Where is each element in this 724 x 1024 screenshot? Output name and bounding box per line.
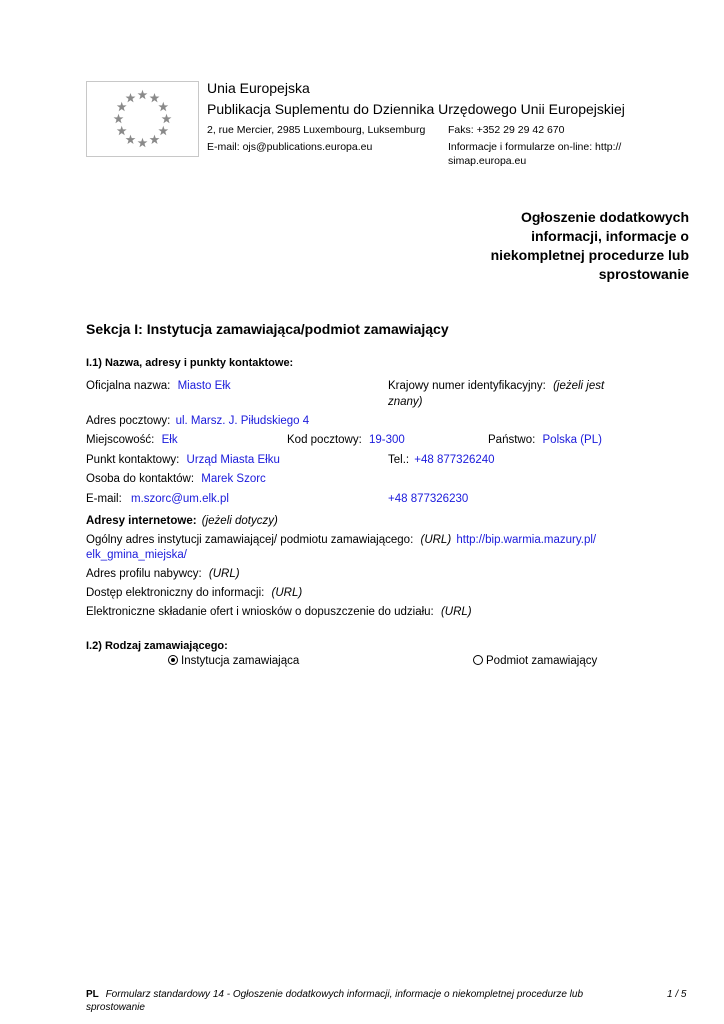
title-line-3: niekompletnej procedurze lub	[490, 247, 689, 263]
postal-label: Adres pocztowy:	[86, 415, 171, 427]
contact-person-row	[86, 473, 266, 485]
fax-value: +48 877326230	[388, 493, 469, 505]
general-address-label: Ogólny adres instytucji zamawiającej/ podmiotu zamawiającego:	[86, 534, 414, 546]
buyer-profile-url-label: (URL)	[208, 568, 240, 580]
eu-star-icon	[117, 126, 127, 135]
contact-person-label: Osoba do kontaktów:	[86, 473, 195, 485]
access-label: Dostęp elektroniczny do informacji:	[86, 587, 265, 599]
eu-star-icon	[138, 90, 148, 99]
postcode-value: 19-300	[369, 434, 405, 446]
city-label: Miejscowość:	[86, 434, 155, 446]
country-value: Polska (PL)	[542, 434, 602, 446]
general-address-link-2[interactable]: elk_gmina_miejska/	[86, 549, 187, 561]
footer-page-number: 1 / 5	[667, 989, 687, 1000]
email-row	[86, 493, 229, 505]
radio-contracting-authority-label: Instytucja zamawiająca	[181, 655, 300, 667]
header-fax: Faks: +352 29 29 42 670	[448, 124, 565, 136]
buyer-profile-label: Adres profilu nabywcy:	[86, 568, 202, 580]
footer-lang: PL	[86, 989, 99, 1000]
esubmission-row	[86, 606, 472, 618]
eu-stars-icon	[87, 82, 198, 156]
general-address-row	[86, 534, 596, 546]
access-url-label: (URL)	[271, 587, 303, 599]
eu-star-icon	[162, 114, 172, 123]
header-publication: Publikacja Suplementu do Dziennika Urzędowego Unii Europejskiej	[207, 101, 625, 117]
eu-star-icon	[126, 93, 136, 102]
internet-label: Adresy internetowe:	[86, 515, 197, 527]
eu-star-icon	[114, 114, 124, 123]
contact-person-value: Marek Szorc	[201, 473, 266, 485]
title-line-1: Ogłoszenie dodatkowych	[520, 209, 689, 225]
internet-note: (jeżeli dotyczy)	[201, 515, 278, 527]
header-online-1: Informacje i formularze on-line: http://	[448, 141, 622, 153]
radio-contracting-authority[interactable]	[168, 655, 299, 667]
official-name-label: Oficjalna nazwa:	[86, 380, 171, 392]
tel-row	[388, 454, 495, 466]
eu-star-icon	[138, 138, 148, 147]
eu-star-icon	[117, 102, 127, 111]
national-id-row	[388, 380, 604, 392]
country-row	[488, 434, 602, 446]
internet-row	[86, 515, 278, 527]
title-line-4: sprostowanie	[598, 266, 689, 282]
contact-point-row	[86, 454, 280, 466]
city-row	[86, 434, 178, 446]
header-address: 2, rue Mercier, 2985 Luxembourg, Luksemburg	[207, 124, 426, 136]
tel-value: +48 877326240	[414, 454, 495, 466]
eu-star-icon	[158, 126, 168, 135]
contact-point-value: Urząd Miasta Ełku	[186, 454, 280, 466]
tel-label: Tel.:	[388, 454, 410, 466]
header-eu: Unia Europejska	[207, 80, 310, 96]
access-row	[86, 587, 302, 599]
official-name-value: Miasto Ełk	[177, 380, 231, 392]
esubmission-label: Elektroniczne składanie ofert i wniosków o dopuszczenie do udziału:	[86, 606, 434, 618]
general-address-url-label: (URL)	[420, 534, 452, 546]
radio-contracting-entity-label: Podmiot zamawiający	[486, 655, 598, 667]
email-label: E-mail:	[86, 493, 122, 505]
postcode-row	[287, 434, 405, 446]
radio-unchecked-icon[interactable]	[473, 655, 483, 665]
esubmission-url-label: (URL)	[440, 606, 472, 618]
eu-star-icon	[150, 135, 160, 144]
postal-value: ul. Marsz. J. Piłudskiego 4	[175, 415, 310, 427]
national-id-note-2: znany)	[388, 396, 423, 408]
national-id-label: Krajowy numer identyfikacyjny:	[388, 380, 546, 392]
footer-form-1: Formularz standardowy 14 - Ogłoszenie dodatkowych informacji, informacje o niekompletnej procedurze lub	[105, 989, 584, 1000]
contact-point-label: Punkt kontaktowy:	[86, 454, 180, 466]
country-label: Państwo:	[488, 434, 536, 446]
postcode-label: Kod pocztowy:	[287, 434, 362, 446]
subsection-i1-title: I.1) Nazwa, adresy i punkty kontaktowe:	[86, 357, 294, 369]
footer-line-1	[86, 989, 583, 1000]
general-address-link[interactable]: http://bip.warmia.mazury.pl/	[456, 534, 597, 546]
eu-star-icon	[150, 93, 160, 102]
buyer-profile-row	[86, 568, 240, 580]
national-id-note-1: (jeżeli jest	[553, 380, 605, 392]
subsection-i2-title: I.2) Rodzaj zamawiającego:	[86, 640, 228, 652]
postal-row	[86, 415, 309, 427]
eu-star-icon	[158, 102, 168, 111]
official-name-row	[86, 380, 231, 392]
radio-checked-icon[interactable]	[168, 655, 178, 665]
document-title	[459, 208, 689, 284]
radio-contracting-entity[interactable]	[473, 655, 597, 667]
section-title: Sekcja I: Instytucja zamawiająca/podmiot zamawiający	[86, 321, 449, 337]
header-online-2: simap.europa.eu	[448, 155, 527, 167]
eu-star-icon	[126, 135, 136, 144]
city-value: Ełk	[161, 434, 178, 446]
email-value[interactable]: m.szorc@um.elk.pl	[130, 493, 229, 505]
title-line-2: informacji, informacje o	[531, 228, 689, 244]
header-email: E-mail: ojs@publications.europa.eu	[207, 141, 373, 153]
eu-flag-logo	[86, 81, 199, 157]
footer-form-2: sprostowanie	[86, 1002, 145, 1013]
